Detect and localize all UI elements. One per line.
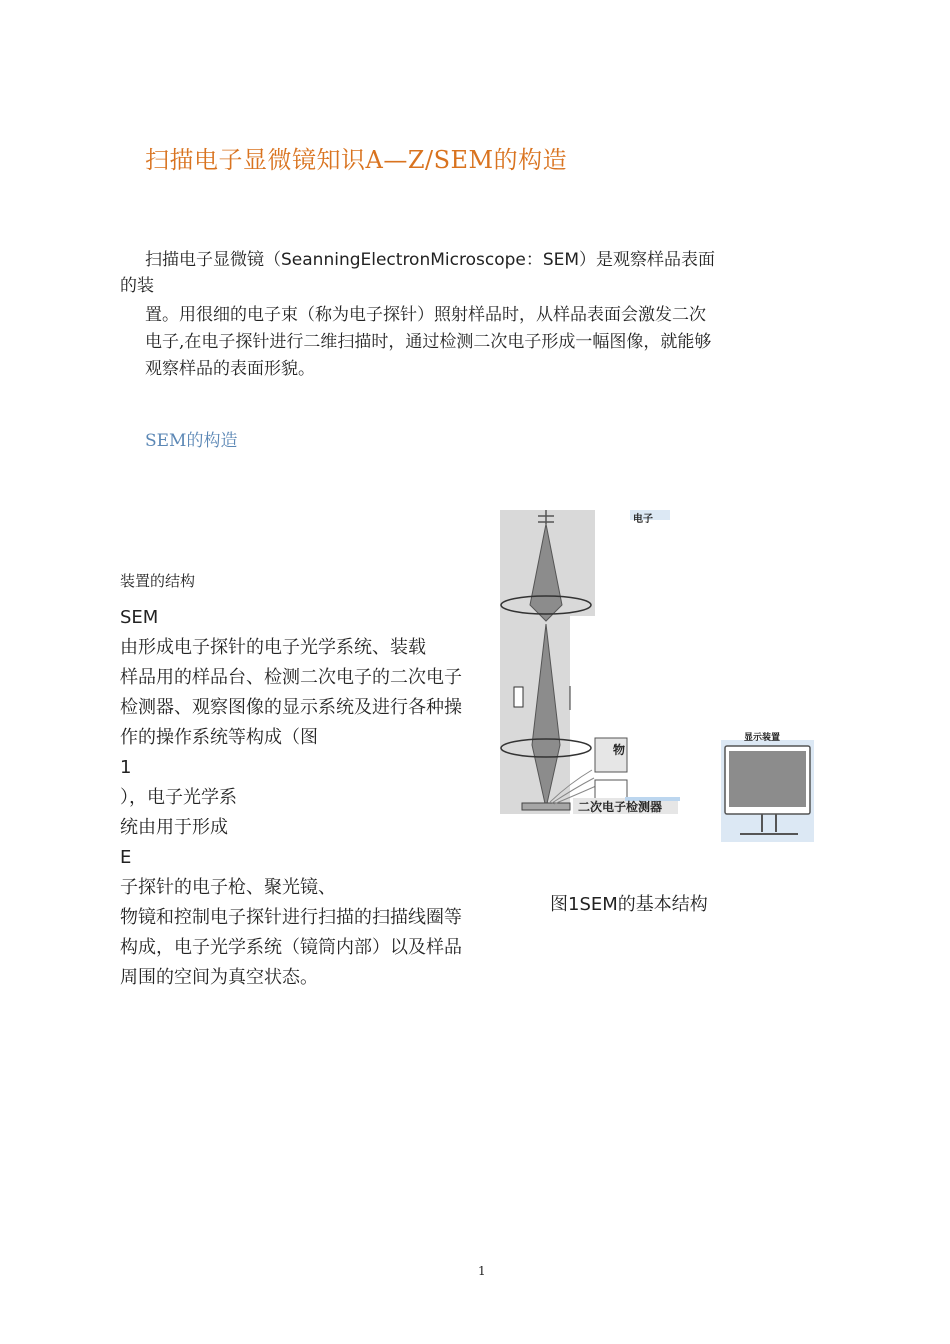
body-paragraph [120,603,495,993]
figure-caption: 图1SEM的基本结构 [550,894,708,915]
body-line: 构成，电子光学系统（镜筒内部）以及样品 [120,937,462,958]
intro-line: 置。用很细的电子束（称为电子探针）照射样品时，从样品表面会激发二次 [145,305,706,325]
intro-line-1: 扫描电子显微镜（SeanningElectronMicroscope：SEM）是观察样品表面 [145,250,716,270]
body-line: 统由用于形成 E 子探针的电子枪、聚光镜、 [120,817,336,898]
display-label: 显示装置 [744,733,781,743]
gun-label: 电子 [633,514,653,525]
sem-structure-diagram [500,508,820,848]
sample-stage-icon [522,803,570,810]
subheading: 装置的结构 [120,572,196,590]
body-line: 作的操作系统等构成（图 1 ），电子光学系 [120,727,318,808]
document-title: 扫描电子显微镜知识A—Z/SEM的构造 [145,146,568,174]
body-line: 物镜和控制电子探针进行扫描的扫描线圈等 [120,907,462,928]
intro-paragraph [145,302,795,383]
body-line: 周围的空间为真空状态。 [120,967,318,988]
body-line: 样品用的样品台、检测二次电子的二次电子 [120,667,462,688]
body-line: 检测器、观察图像的显示系统及进行各种操 [120,697,462,718]
intro-line-2: 的装 [120,276,154,296]
intro-line: 观察样品的表面形貌。 [145,359,315,379]
objective-label: 物 [613,743,626,757]
scanning-coil-icon [514,687,523,707]
detector-label: 二次电子检测器 [578,800,663,814]
section-heading: SEM的构造 [145,431,238,451]
page-number: 1 [478,1264,486,1278]
body-line: SEM 由形成电子探针的电子光学系统、装载 [120,607,426,658]
intro-line: 电子,在电子探针进行二维扫描时，通过检测二次电子形成一幅图像，就能够 [145,332,712,352]
display-monitor-icon [721,731,814,842]
